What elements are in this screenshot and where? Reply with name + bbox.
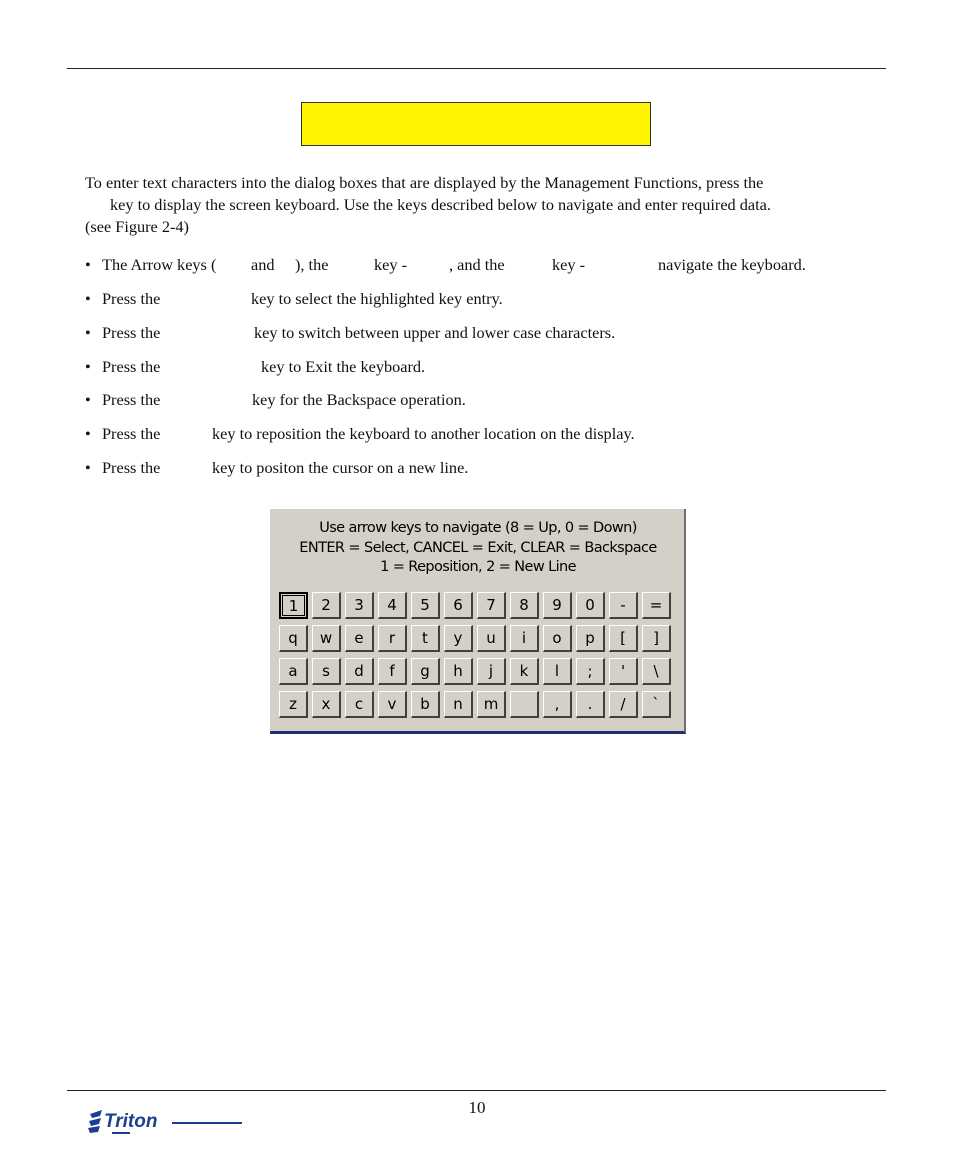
bullet-text: key to reposition the keyboard to another location on the display. (212, 424, 635, 443)
bullet-dot: • (85, 357, 91, 376)
top-rule (67, 68, 886, 69)
bullet-text: Press the (102, 458, 161, 477)
bullet-dot: • (85, 323, 91, 342)
keyboard-key[interactable]: / (609, 691, 638, 718)
keyboard-key[interactable]: w (312, 625, 341, 652)
keyboard-key[interactable]: p (576, 625, 605, 652)
keyboard-key[interactable]: b (411, 691, 440, 718)
bullet-dot: • (85, 255, 91, 274)
keyboard-key[interactable]: = (642, 592, 671, 619)
bullet-text: key - (552, 255, 585, 274)
bullet-text: Press the (102, 357, 161, 376)
bullet-text: key - (374, 255, 407, 274)
triton-logo (88, 1106, 248, 1136)
bullet-text: key for the Backspace operation. (252, 390, 466, 409)
keyboard-key[interactable]: d (345, 658, 374, 685)
logo-wordmark: Triton (104, 1111, 158, 1132)
keyboard-key[interactable]: r (378, 625, 407, 652)
keyboard-key[interactable]: 9 (543, 592, 572, 619)
keyboard-key[interactable]: u (477, 625, 506, 652)
bullet-text: and (251, 255, 275, 274)
bullet-text: Press the (102, 289, 161, 308)
bullet-text: Press the (102, 390, 161, 409)
intro-line-1: To enter text characters into the dialog boxes that are displayed by the Management Functions, press the (85, 173, 764, 192)
keyboard-key[interactable]: a (279, 658, 308, 685)
keyboard-key[interactable]: ] (642, 625, 671, 652)
keyboard-key[interactable]: 3 (345, 592, 374, 619)
keyboard-key[interactable]: i (510, 625, 539, 652)
keyboard-key[interactable]: 8 (510, 592, 539, 619)
intro-line-3: (see Figure 2-4) (85, 217, 189, 236)
bullet-text: Press the (102, 424, 161, 443)
bullet-text: key to switch between upper and lower case characters. (254, 323, 616, 342)
yellow-banner (301, 102, 651, 146)
keyboard-key[interactable]: m (477, 691, 506, 718)
keyboard-key[interactable]: [ (609, 625, 638, 652)
keyboard-instruction-line-2: ENTER = Select, CANCEL = Exit, CLEAR = Backspace (299, 540, 657, 556)
keyboard-key[interactable]: ` (642, 691, 671, 718)
bullet-dot: • (85, 458, 91, 477)
keyboard-key[interactable]: 2 (312, 592, 341, 619)
bullet-dot: • (85, 424, 91, 443)
keyboard-key[interactable]: ; (576, 658, 605, 685)
keyboard-key[interactable]: 6 (444, 592, 473, 619)
bullet-dot: • (85, 390, 91, 409)
keyboard-key[interactable]: z (279, 691, 308, 718)
keyboard-key[interactable]: s (312, 658, 341, 685)
bullet-text: key to positon the cursor on a new line. (212, 458, 469, 477)
keyboard-key[interactable]: v (378, 691, 407, 718)
page-number: 10 (468, 1098, 486, 1117)
keyboard-key[interactable]: t (411, 625, 440, 652)
bullet-text: Press the (102, 323, 161, 342)
keyboard-key[interactable]: 0 (576, 592, 605, 619)
bullet-dot: • (85, 289, 91, 308)
bullet-text: , and the (449, 255, 505, 274)
keyboard-key[interactable]: 5 (411, 592, 440, 619)
keyboard-key[interactable]: n (444, 691, 473, 718)
keyboard-key[interactable]: x (312, 691, 341, 718)
keyboard-key[interactable] (510, 691, 539, 718)
screen-keyboard-figure (270, 509, 686, 734)
bullet-text: key to Exit the keyboard. (261, 357, 426, 376)
keyboard-key[interactable]: c (345, 691, 374, 718)
keyboard-key[interactable]: j (477, 658, 506, 685)
keyboard-key[interactable]: - (609, 592, 638, 619)
intro-line-2: key to display the screen keyboard. Use the keys described below to navigate and enter required data. (110, 195, 771, 214)
bullet-text: key to select the highlighted key entry. (251, 289, 503, 308)
keyboard-key[interactable]: g (411, 658, 440, 685)
keyboard-key[interactable]: ' (609, 658, 638, 685)
keyboard-instruction-line-3: 1 = Reposition, 2 = New Line (380, 559, 576, 575)
keyboard-key[interactable]: 4 (378, 592, 407, 619)
keyboard-key[interactable]: q (279, 625, 308, 652)
keyboard-key[interactable]: \ (642, 658, 671, 685)
keyboard-key[interactable]: , (543, 691, 572, 718)
keyboard-key[interactable]: y (444, 625, 473, 652)
keyboard-key[interactable]: . (576, 691, 605, 718)
keyboard-key[interactable]: k (510, 658, 539, 685)
keyboard-key[interactable]: l (543, 658, 572, 685)
keyboard-key[interactable]: h (444, 658, 473, 685)
keyboard-instruction-line-1: Use arrow keys to navigate (8 = Up, 0 = Down) (319, 520, 637, 536)
bullet-text: The Arrow keys ( (102, 255, 217, 274)
keyboard-key[interactable]: e (345, 625, 374, 652)
keyboard-key[interactable]: 7 (477, 592, 506, 619)
bullet-text: ), the (295, 255, 329, 274)
keyboard-key[interactable]: 1 (279, 592, 308, 619)
keyboard-key[interactable]: o (543, 625, 572, 652)
bottom-rule (67, 1090, 886, 1091)
bullet-text: navigate the keyboard. (658, 255, 806, 274)
keyboard-key[interactable]: f (378, 658, 407, 685)
